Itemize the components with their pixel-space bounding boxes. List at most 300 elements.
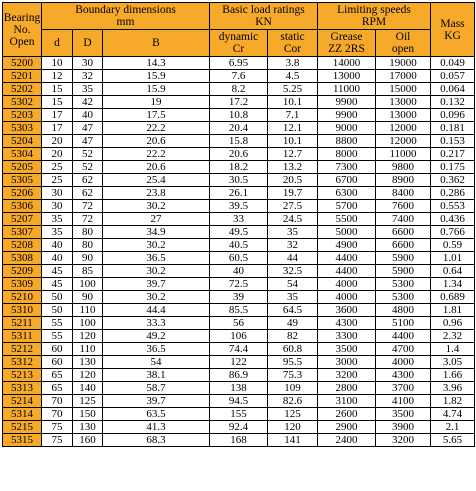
cell-oil-speed: 6600 [376,239,431,252]
cell-d: 55 [42,317,73,330]
cell-B: 30.2 [103,265,210,278]
table-body [3,57,475,447]
header-limiting-speeds: Limiting speeds RPM [318,3,431,30]
cell-D: 30 [73,57,103,70]
cell-B: 39.7 [103,278,210,291]
cell-D: 35 [73,83,103,96]
cell-grease-speed: 8000 [318,148,376,161]
table-row [3,291,475,304]
cell-mass: 0.217 [431,148,475,161]
cell-static-cor: 19.7 [268,187,318,200]
cell-B: 41.3 [103,421,210,434]
cell-bearing-no: 5203 [3,109,42,122]
cell-oil-speed: 12000 [376,135,431,148]
table-row [3,278,475,291]
cell-D: 72 [73,200,103,213]
table-row [3,265,475,278]
cell-static-cor: 24.5 [268,213,318,226]
cell-static-cor: 54 [268,278,318,291]
cell-dynamic-cr: 92.4 [210,421,268,434]
cell-mass: 1.4 [431,343,475,356]
cell-bearing-no: 5314 [3,408,42,421]
cell-D: 140 [73,382,103,395]
cell-dynamic-cr: 18.2 [210,161,268,174]
cell-d: 35 [42,226,73,239]
cell-B: 30.2 [103,239,210,252]
cell-oil-speed: 4800 [376,304,431,317]
cell-mass: 0.59 [431,239,475,252]
cell-dynamic-cr: 15.8 [210,135,268,148]
cell-oil-speed: 12000 [376,122,431,135]
cell-B: 19 [103,96,210,109]
cell-mass: 0.362 [431,174,475,187]
cell-bearing-no: 5200 [3,57,42,70]
cell-dynamic-cr: 56 [210,317,268,330]
cell-d: 50 [42,291,73,304]
cell-oil-speed: 13000 [376,96,431,109]
cell-oil-speed: 6600 [376,226,431,239]
cell-D: 120 [73,369,103,382]
cell-dynamic-cr: 39 [210,291,268,304]
cell-oil-speed: 5300 [376,291,431,304]
cell-grease-speed: 3200 [318,369,376,382]
cell-B: 44.4 [103,304,210,317]
cell-bearing-no: 5204 [3,135,42,148]
table-row [3,83,475,96]
cell-grease-speed: 6700 [318,174,376,187]
cell-mass: 1.82 [431,395,475,408]
cell-B: 27 [103,213,210,226]
cell-d: 70 [42,408,73,421]
cell-static-cor: 13.2 [268,161,318,174]
cell-dynamic-cr: 8.2 [210,83,268,96]
cell-grease-speed: 9000 [318,122,376,135]
cell-dynamic-cr: 30.5 [210,174,268,187]
cell-d: 15 [42,83,73,96]
cell-B: 68.3 [103,434,210,447]
cell-bearing-no: 5306 [3,200,42,213]
cell-d: 30 [42,200,73,213]
cell-static-cor: 7.1 [268,109,318,122]
cell-oil-speed: 8400 [376,187,431,200]
cell-mass: 3.96 [431,382,475,395]
cell-D: 120 [73,330,103,343]
cell-bearing-no: 5307 [3,226,42,239]
table-row [3,395,475,408]
table-row [3,330,475,343]
cell-static-cor: 12.7 [268,148,318,161]
cell-mass: 1.81 [431,304,475,317]
cell-static-cor: 109 [268,382,318,395]
cell-bearing-no: 5313 [3,382,42,395]
cell-grease-speed: 4000 [318,278,376,291]
cell-mass: 0.553 [431,200,475,213]
cell-bearing-no: 5202 [3,83,42,96]
cell-dynamic-cr: 106 [210,330,268,343]
cell-static-cor: 3.8 [268,57,318,70]
cell-B: 14.3 [103,57,210,70]
cell-static-cor: 141 [268,434,318,447]
cell-static-cor: 32.5 [268,265,318,278]
cell-mass: 5.65 [431,434,475,447]
cell-grease-speed: 8800 [318,135,376,148]
cell-static-cor: 4.5 [268,70,318,83]
cell-bearing-no: 5308 [3,252,42,265]
cell-bearing-no: 5206 [3,187,42,200]
cell-oil-speed: 3900 [376,421,431,434]
cell-d: 60 [42,356,73,369]
cell-bearing-no: 5310 [3,304,42,317]
table-row [3,408,475,421]
cell-static-cor: 95.5 [268,356,318,369]
cell-oil-speed: 4100 [376,395,431,408]
cell-D: 80 [73,226,103,239]
cell-grease-speed: 3300 [318,330,376,343]
cell-mass: 0.064 [431,83,475,96]
cell-d: 70 [42,395,73,408]
cell-mass: 0.286 [431,187,475,200]
table-header [3,3,475,57]
cell-oil-speed: 17000 [376,70,431,83]
cell-grease-speed: 5500 [318,213,376,226]
cell-static-cor: 12.1 [268,122,318,135]
cell-static-cor: 82.6 [268,395,318,408]
cell-D: 52 [73,161,103,174]
cell-mass: 2.1 [431,421,475,434]
cell-d: 55 [42,330,73,343]
cell-grease-speed: 13000 [318,70,376,83]
cell-mass: 4.74 [431,408,475,421]
cell-oil-speed: 5300 [376,278,431,291]
cell-static-cor: 35 [268,291,318,304]
cell-d: 17 [42,109,73,122]
cell-grease-speed: 2800 [318,382,376,395]
cell-grease-speed: 3100 [318,395,376,408]
header-mass: Mass KG [431,3,475,57]
cell-B: 17.5 [103,109,210,122]
cell-oil-speed: 4400 [376,330,431,343]
cell-d: 35 [42,213,73,226]
header-grease: Grease ZZ 2RS [318,30,376,57]
cell-D: 80 [73,239,103,252]
cell-D: 52 [73,148,103,161]
cell-d: 65 [42,369,73,382]
cell-dynamic-cr: 155 [210,408,268,421]
cell-mass: 0.153 [431,135,475,148]
cell-grease-speed: 4400 [318,252,376,265]
cell-oil-speed: 4300 [376,369,431,382]
cell-oil-speed: 3700 [376,382,431,395]
cell-static-cor: 27.5 [268,200,318,213]
cell-d: 30 [42,187,73,200]
cell-bearing-no: 5212 [3,343,42,356]
cell-grease-speed: 3500 [318,343,376,356]
cell-mass: 0.175 [431,161,475,174]
cell-d: 45 [42,265,73,278]
cell-dynamic-cr: 7.6 [210,70,268,83]
cell-oil-speed: 13000 [376,109,431,122]
table-row [3,434,475,447]
cell-dynamic-cr: 85.5 [210,304,268,317]
cell-static-cor: 125 [268,408,318,421]
cell-bearing-no: 5211 [3,317,42,330]
cell-B: 54 [103,356,210,369]
cell-static-cor: 35 [268,226,318,239]
cell-grease-speed: 2900 [318,421,376,434]
cell-B: 23.8 [103,187,210,200]
table-row [3,421,475,434]
cell-d: 12 [42,70,73,83]
table-row [3,161,475,174]
cell-bearing-no: 5312 [3,356,42,369]
cell-mass: 0.096 [431,109,475,122]
cell-oil-speed: 4000 [376,356,431,369]
cell-bearing-no: 5207 [3,213,42,226]
cell-d: 20 [42,148,73,161]
table-row [3,369,475,382]
table-row [3,200,475,213]
cell-dynamic-cr: 39.5 [210,200,268,213]
cell-grease-speed: 9900 [318,96,376,109]
cell-d: 50 [42,304,73,317]
table-row [3,213,475,226]
cell-oil-speed: 3500 [376,408,431,421]
cell-oil-speed: 19000 [376,57,431,70]
cell-static-cor: 10.1 [268,96,318,109]
header-D: D [73,30,103,57]
cell-bearing-no: 5304 [3,148,42,161]
cell-static-cor: 82 [268,330,318,343]
cell-dynamic-cr: 138 [210,382,268,395]
table-row [3,135,475,148]
cell-mass: 1.01 [431,252,475,265]
cell-B: 30.2 [103,291,210,304]
cell-dynamic-cr: 26.1 [210,187,268,200]
cell-grease-speed: 3600 [318,304,376,317]
cell-bearing-no: 5315 [3,434,42,447]
header-oil: Oil open [376,30,431,57]
cell-oil-speed: 4700 [376,343,431,356]
cell-B: 22.2 [103,148,210,161]
header-dynamic-cr: dynamic Cr [210,30,268,57]
cell-grease-speed: 4000 [318,291,376,304]
cell-grease-speed: 4900 [318,239,376,252]
cell-B: 20.6 [103,135,210,148]
cell-B: 22.2 [103,122,210,135]
cell-grease-speed: 2400 [318,434,376,447]
cell-D: 62 [73,187,103,200]
cell-D: 130 [73,421,103,434]
cell-D: 47 [73,122,103,135]
cell-dynamic-cr: 49.5 [210,226,268,239]
cell-dynamic-cr: 33 [210,213,268,226]
cell-d: 15 [42,96,73,109]
table-row [3,304,475,317]
cell-d: 75 [42,434,73,447]
cell-D: 32 [73,70,103,83]
table-row [3,239,475,252]
cell-grease-speed: 2600 [318,408,376,421]
header-d: d [42,30,73,57]
cell-bearing-no: 5201 [3,70,42,83]
cell-d: 45 [42,278,73,291]
cell-grease-speed: 9900 [318,109,376,122]
cell-bearing-no: 5305 [3,174,42,187]
cell-oil-speed: 5900 [376,252,431,265]
cell-grease-speed: 3000 [318,356,376,369]
cell-dynamic-cr: 72.5 [210,278,268,291]
cell-static-cor: 10.1 [268,135,318,148]
cell-B: 58.7 [103,382,210,395]
cell-oil-speed: 8900 [376,174,431,187]
cell-dynamic-cr: 86.9 [210,369,268,382]
header-basic-load-ratings: Basic load ratings KN [210,3,318,30]
header-bearing-no: Bearing No. Open [3,3,42,57]
cell-d: 60 [42,343,73,356]
table-row [3,70,475,83]
cell-static-cor: 75.3 [268,369,318,382]
cell-oil-speed: 5900 [376,265,431,278]
cell-static-cor: 49 [268,317,318,330]
cell-mass: 0.689 [431,291,475,304]
cell-mass: 0.049 [431,57,475,70]
cell-bearing-no: 5302 [3,96,42,109]
table-row [3,187,475,200]
table-row [3,226,475,239]
cell-bearing-no: 5210 [3,291,42,304]
cell-grease-speed: 4300 [318,317,376,330]
cell-mass: 0.057 [431,70,475,83]
cell-d: 25 [42,161,73,174]
cell-D: 90 [73,291,103,304]
cell-D: 125 [73,395,103,408]
table-row [3,356,475,369]
cell-grease-speed: 4400 [318,265,376,278]
cell-oil-speed: 3200 [376,434,431,447]
cell-D: 40 [73,109,103,122]
table-row [3,96,475,109]
table-row [3,317,475,330]
cell-B: 34.9 [103,226,210,239]
cell-dynamic-cr: 20.6 [210,148,268,161]
cell-bearing-no: 5311 [3,330,42,343]
cell-grease-speed: 5000 [318,226,376,239]
cell-dynamic-cr: 6.95 [210,57,268,70]
cell-static-cor: 44 [268,252,318,265]
cell-mass: 0.132 [431,96,475,109]
cell-bearing-no: 5214 [3,395,42,408]
cell-static-cor: 64.5 [268,304,318,317]
header-B: B [103,30,210,57]
cell-D: 160 [73,434,103,447]
cell-bearing-no: 5215 [3,421,42,434]
cell-d: 25 [42,174,73,187]
cell-bearing-no: 5213 [3,369,42,382]
cell-static-cor: 120 [268,421,318,434]
cell-D: 90 [73,252,103,265]
cell-D: 62 [73,174,103,187]
cell-grease-speed: 14000 [318,57,376,70]
cell-B: 25.4 [103,174,210,187]
cell-static-cor: 5.25 [268,83,318,96]
cell-bearing-no: 5208 [3,239,42,252]
cell-dynamic-cr: 40.5 [210,239,268,252]
cell-bearing-no: 5303 [3,122,42,135]
cell-mass: 0.96 [431,317,475,330]
cell-bearing-no: 5209 [3,265,42,278]
cell-d: 75 [42,421,73,434]
cell-static-cor: 32 [268,239,318,252]
cell-grease-speed: 6300 [318,187,376,200]
cell-mass: 1.34 [431,278,475,291]
cell-dynamic-cr: 17.2 [210,96,268,109]
cell-dynamic-cr: 74.4 [210,343,268,356]
cell-dynamic-cr: 168 [210,434,268,447]
cell-mass: 0.64 [431,265,475,278]
cell-B: 20.6 [103,161,210,174]
cell-B: 63.5 [103,408,210,421]
cell-mass: 3.05 [431,356,475,369]
cell-D: 47 [73,135,103,148]
header-boundary-dimensions: Boundary dimensions mm [42,3,210,30]
cell-mass: 0.436 [431,213,475,226]
cell-d: 65 [42,382,73,395]
cell-dynamic-cr: 122 [210,356,268,369]
cell-oil-speed: 7400 [376,213,431,226]
cell-mass: 0.766 [431,226,475,239]
cell-mass: 2.32 [431,330,475,343]
cell-B: 15.9 [103,70,210,83]
cell-oil-speed: 9800 [376,161,431,174]
header-static-cor: static Cor [268,30,318,57]
cell-mass: 1.66 [431,369,475,382]
cell-D: 130 [73,356,103,369]
cell-dynamic-cr: 20.4 [210,122,268,135]
cell-B: 36.5 [103,343,210,356]
bearing-table [2,2,475,447]
cell-B: 39.7 [103,395,210,408]
cell-B: 15.9 [103,83,210,96]
cell-oil-speed: 11000 [376,148,431,161]
cell-D: 150 [73,408,103,421]
cell-dynamic-cr: 10.8 [210,109,268,122]
cell-D: 110 [73,304,103,317]
table-row [3,343,475,356]
cell-D: 42 [73,96,103,109]
cell-d: 20 [42,135,73,148]
cell-grease-speed: 7300 [318,161,376,174]
cell-D: 85 [73,265,103,278]
cell-D: 100 [73,317,103,330]
cell-d: 40 [42,252,73,265]
cell-d: 17 [42,122,73,135]
cell-bearing-no: 5309 [3,278,42,291]
table-row [3,252,475,265]
cell-oil-speed: 7600 [376,200,431,213]
cell-dynamic-cr: 40 [210,265,268,278]
table-row [3,122,475,135]
cell-D: 100 [73,278,103,291]
cell-B: 38.1 [103,369,210,382]
table-row [3,57,475,70]
table-row [3,109,475,122]
cell-B: 30.2 [103,200,210,213]
table-row [3,148,475,161]
table-row [3,382,475,395]
cell-d: 10 [42,57,73,70]
cell-static-cor: 60.8 [268,343,318,356]
cell-d: 40 [42,239,73,252]
